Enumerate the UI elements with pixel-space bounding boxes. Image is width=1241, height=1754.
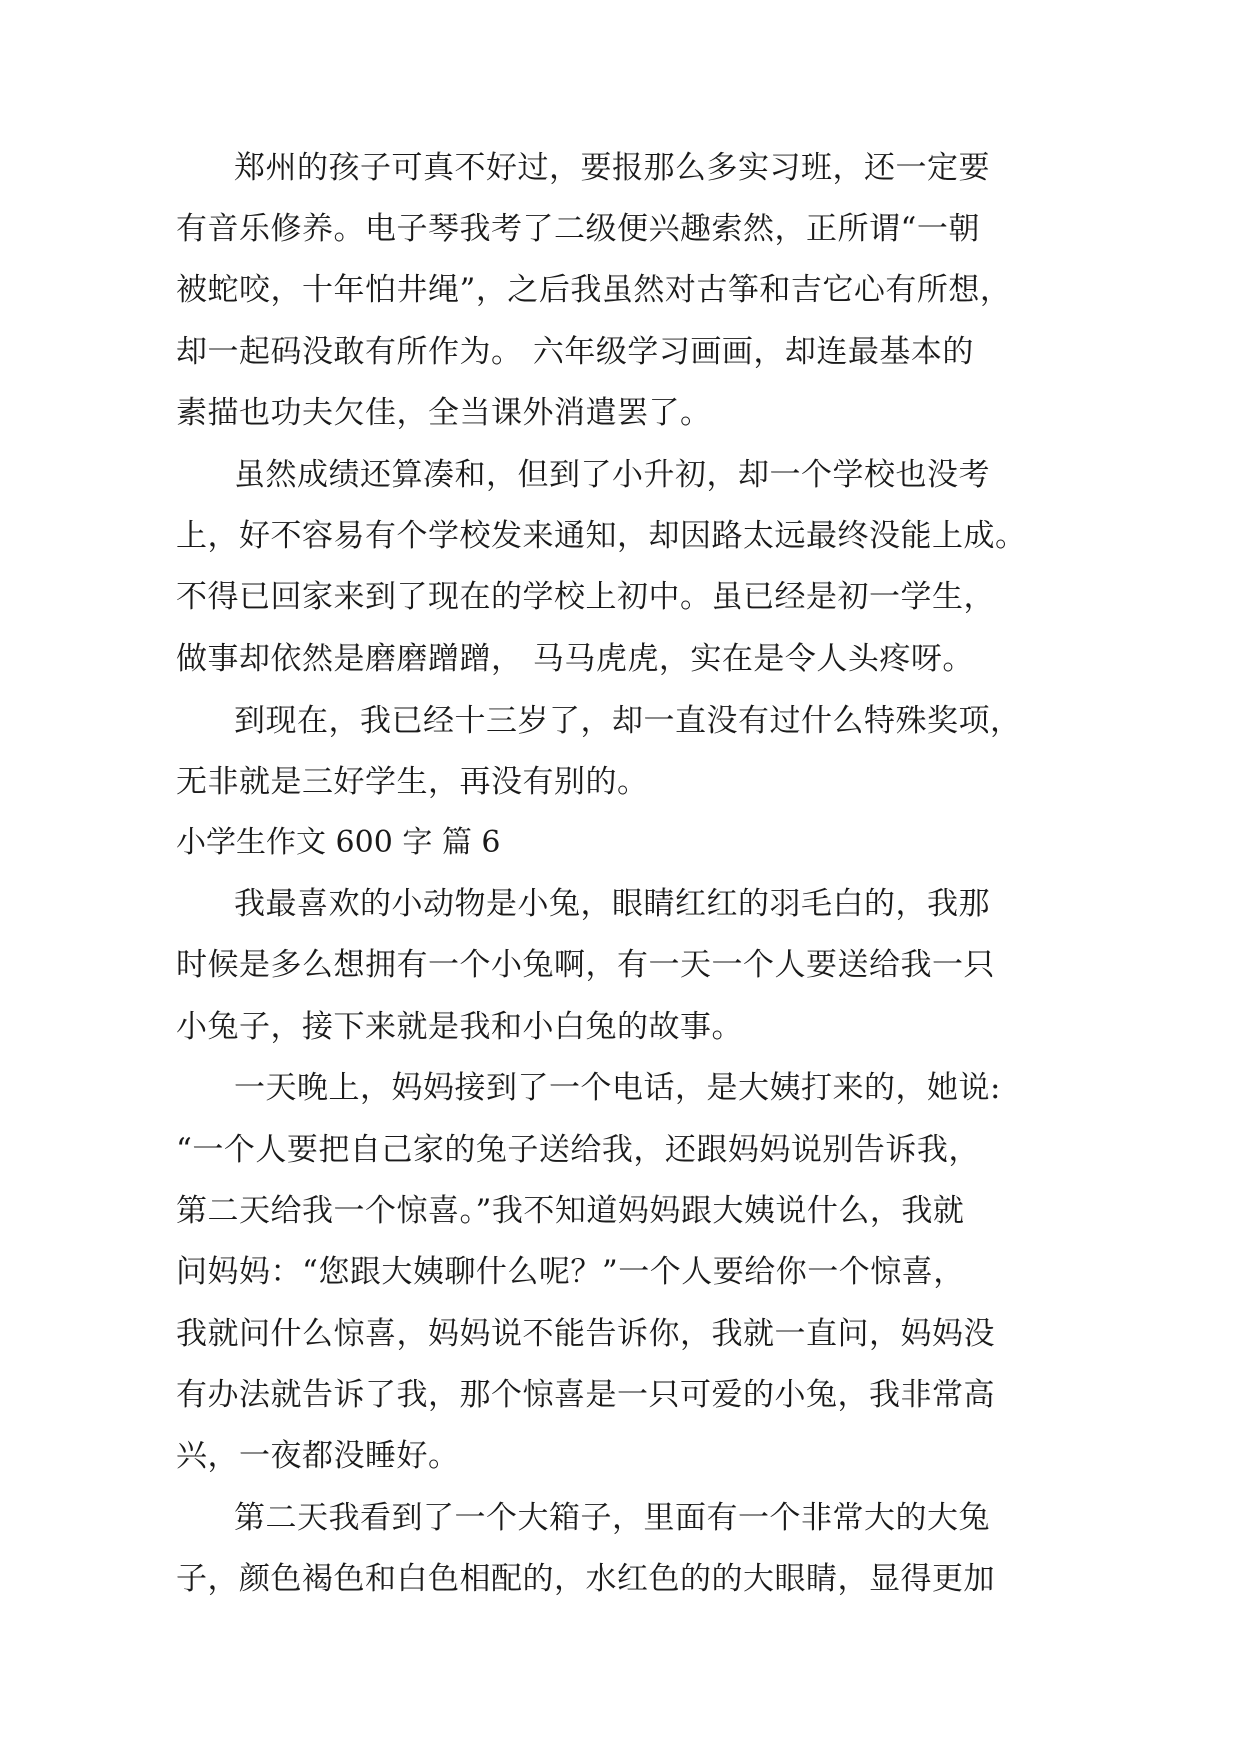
text-line: 时候是多么想拥有一个小兔啊，有一天一个人要送给我一只 [176, 947, 995, 983]
text-line: 有音乐修养。电子琴我考了二级便兴趣索然，正所谓“一朝 [176, 211, 980, 247]
text-line: 小兔子，接下来就是我和小白兔的故事。 [176, 1009, 743, 1045]
text-line: “一个人要把自己家的兔子送给我，还跟妈妈说别告诉我， [176, 1132, 980, 1168]
text-line: 做事却依然是磨磨蹭蹭， 马马虎虎，实在是令人头疼呀。 [176, 641, 974, 677]
text-line: 无非就是三好学生，再没有别的。 [176, 764, 649, 800]
text-line: 有办法就告诉了我，那个惊喜是一只可爱的小兔，我非常高 [176, 1377, 995, 1413]
text-line: 兴，一夜都没睡好。 [176, 1438, 460, 1474]
text-line: 被蛇咬，十年怕井绳”，之后我虽然对古筝和吉它心有所想， [176, 272, 1012, 308]
text-line: 第二天我看到了一个大箱子，里面有一个非常大的大兔 [234, 1500, 990, 1536]
text-line: 第二天给我一个惊喜。”我不知道妈妈跟大姨说什么，我就 [176, 1193, 965, 1229]
text-line: 问妈妈：“您跟大姨聊什么呢？”一个人要给你一个惊喜， [176, 1254, 965, 1290]
text-line: 郑州的孩子可真不好过，要报那么多实习班，还一定要 [234, 150, 990, 186]
text-line: 我就问什么惊喜，妈妈说不能告诉你，我就一直问，妈妈没 [176, 1316, 995, 1352]
text-line: 子，颜色褐色和白色相配的，水红色的的大眼睛，显得更加 [176, 1561, 995, 1597]
text-line: 上，好不容易有个学校发来通知，却因路太远最终没能上成。 [176, 518, 1027, 554]
section-heading: 小学生作文 600 字 篇 6 [176, 825, 501, 860]
text-line: 却一起码没敢有所作为。 六年级学习画画，却连最基本的 [176, 334, 974, 370]
text-line: 到现在，我已经十三岁了，却一直没有过什么特殊奖项， [234, 703, 1022, 739]
text-line: 一天晚上，妈妈接到了一个电话，是大姨打来的，她说: [234, 1070, 1001, 1106]
text-line: 素描也功夫欠佳，全当课外消遣罢了。 [176, 395, 712, 431]
text-line: 我最喜欢的小动物是小兔，眼睛红红的羽毛白的，我那 [234, 886, 990, 922]
text-line: 虽然成绩还算凑和，但到了小升初，却一个学校也没考 [234, 457, 990, 493]
text-line: 不得已回家来到了现在的学校上初中。虽已经是初一学生， [176, 579, 995, 615]
